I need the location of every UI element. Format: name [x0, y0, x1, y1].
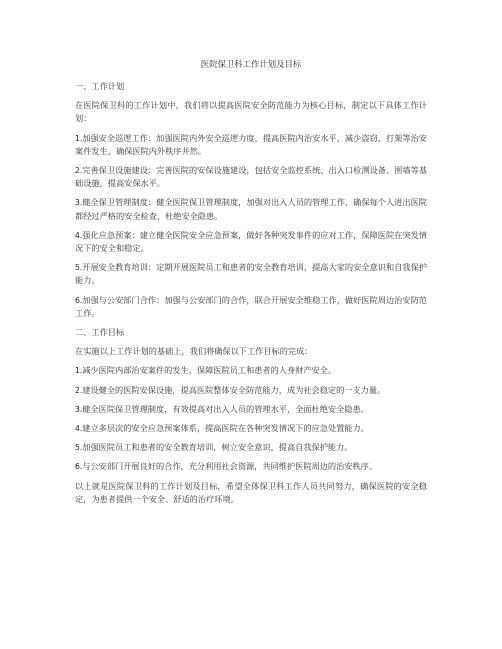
item-number: 5. — [75, 263, 83, 273]
document-body — [75, 80, 427, 512]
section-intro-goals: 在实施以上工作计划的基础上，我们将确保以下工作目标的完成： — [75, 346, 313, 357]
item-text: 建设健全的医院安保设施，提高医院整体安全防范能力，成为社会稳定的一支力量。 — [82, 384, 386, 395]
item-number: 5. — [75, 443, 83, 453]
conclusion-paragraph: 以上就是医院保卫科的工作计划及目标，希望全体保卫科工作人员共同努力，确保医院的安全稳定，为患者提供一个安全、舒适的治疗环境。 — [75, 480, 427, 504]
item-text: 加强安全巡逻工作：加强医院内外安全巡逻力度，提高医院内治安水平，减少盗窃、打架等治安案件发生，确保医院内外秩序井然。 — [75, 132, 427, 156]
section-intro-plan: 在医院保卫科的工作计划中，我们将以提高医院安全防范能力为核心目标，制定以下具体工作计划： — [75, 100, 427, 124]
list-item — [75, 422, 427, 435]
list-item — [75, 294, 427, 320]
list-item — [75, 384, 427, 397]
item-text: 与公安部门开展良好的合作，充分利用社会资源，共同维护医院周边的治安秩序。 — [82, 461, 378, 472]
section-heading-plan: 一、工作计划 — [75, 81, 125, 91]
item-number: 3. — [75, 198, 83, 208]
item-text: 开展安全教育培训：定期开展医院员工和患者的安全教育培训，提高大家的安全意识和自我保护能力。 — [75, 262, 427, 286]
item-number: 3. — [75, 404, 83, 414]
list-item — [75, 261, 427, 287]
item-text: 加强与公安部门合作：加强与公安部门的合作，联合开展安全维稳工作，做好医院周边治安防范工作。 — [75, 294, 427, 318]
list-item — [75, 364, 427, 377]
item-text: 减少医院内部治安案件的发生，保障医院员工和患者的人身财产安全。 — [82, 365, 337, 376]
item-number: 6. — [75, 295, 83, 305]
list-item — [75, 403, 427, 416]
item-text: 建立多层次的安全应急预案体系，提高医院在各种突发情况下的应急处置能力。 — [82, 423, 369, 434]
list-item — [75, 196, 427, 222]
section-heading-goals: 二、工作目标 — [75, 327, 125, 338]
item-number: 4. — [75, 424, 83, 434]
item-number: 2. — [75, 385, 83, 395]
item-number: 1. — [75, 366, 83, 376]
list-item — [75, 132, 427, 158]
list-item — [75, 229, 427, 255]
list-item — [75, 441, 427, 454]
item-text: 完善保卫设施建设：完善医院的安保设施建设，包括安全监控系统、出入口检测设备、围墙等基础设施，提高安保水平。 — [75, 165, 427, 189]
document-title: 医院保卫科工作计划及目标 — [200, 59, 302, 69]
item-number: 2. — [75, 166, 83, 176]
list-item — [75, 164, 427, 190]
item-text: 强化应急预案：建立健全医院安全应急预案，做好各种突发事件的应对工作，保障医院在突发情况下的安全和稳定。 — [75, 229, 427, 254]
item-number: 4. — [75, 230, 83, 240]
item-text: 健全保卫管理制度：健全医院保卫管理制度，加强对出入人员的管理工作，确保每个人进出医院都经过严格的安全检查，杜绝安全隐患。 — [75, 197, 427, 221]
item-text: 加强医院员工和患者的安全教育培训，树立安全意识，提高自我保护能力。 — [82, 442, 353, 453]
list-item — [75, 460, 427, 473]
item-number: 6. — [75, 462, 83, 472]
item-text: 健全医院保卫管理制度，有效提高对出入人员的管理水平，全面杜绝安全隐患。 — [82, 403, 369, 414]
item-number: 1. — [75, 133, 83, 143]
